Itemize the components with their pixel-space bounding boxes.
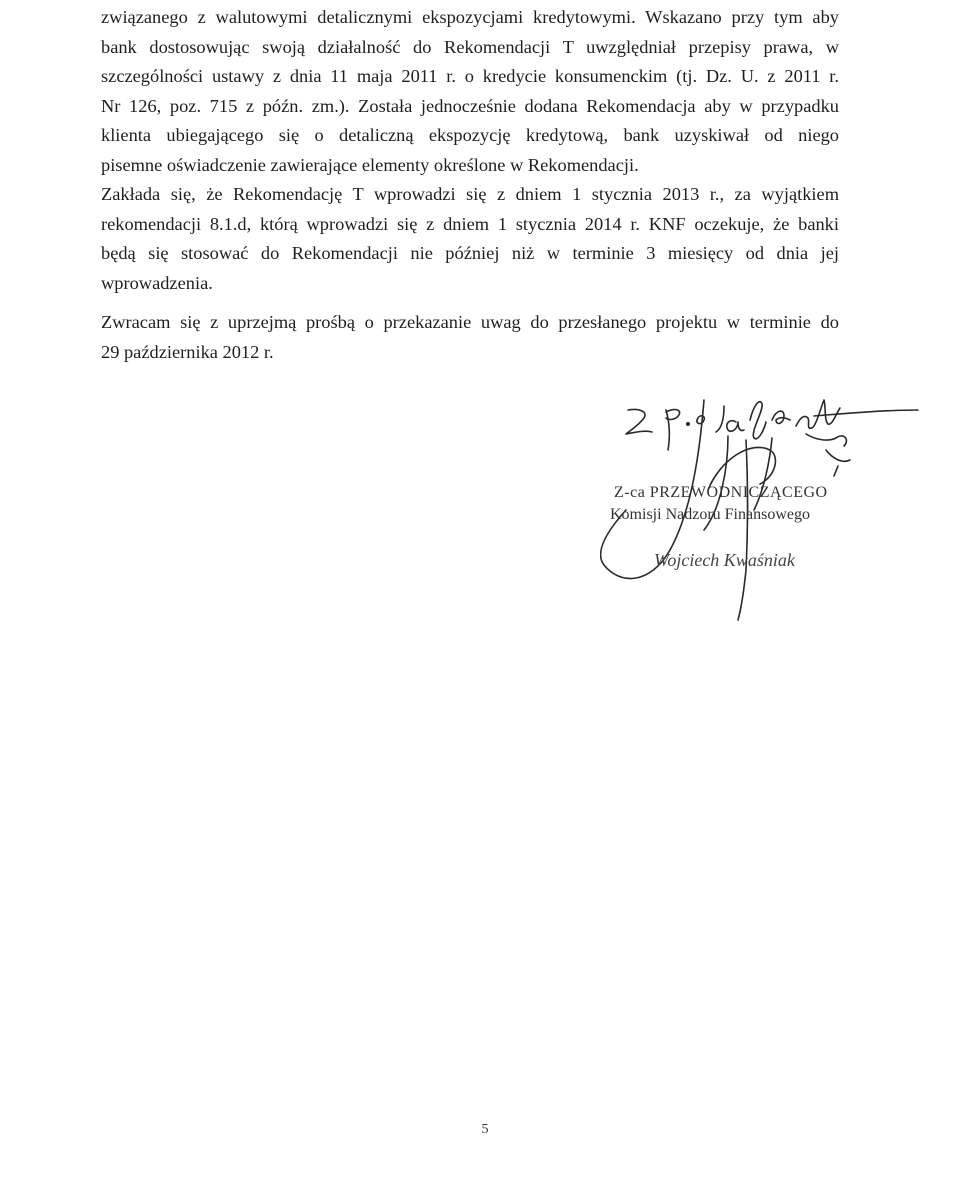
- paragraph-line: klienta ubiegającego się o detaliczną ekspozycję kredytową, bank uzyskiwał od niego: [101, 125, 839, 146]
- paragraph-line: Zwracam się z uprzejmą prośbą o przekazanie uwag do przesłanego projektu w terminie do: [101, 312, 839, 332]
- page-number: 5: [481, 1122, 489, 1137]
- paragraph-line: 29 października 2012 r.: [101, 341, 274, 362]
- paragraph-line: Zakłada się, że Rekomendację T wprowadzi się z dniem 1 stycznia 2013 r., za wyjątkiem: [101, 184, 839, 204]
- stamp-title-line1: Z-ca PRZEWODNICZĄCEGO: [614, 484, 828, 501]
- paragraph-line: pisemne oświadczenie zawierające elementy określone w Rekomendacji.: [101, 154, 639, 175]
- paragraph-line: Nr 126, poz. 715 z późn. zm.). Została jednocześnie dodana Rekomendacja aby w przypadku: [101, 95, 839, 116]
- paragraph-line: rekomendacji 8.1.d, którą wprowadzi się z dniem 1 stycznia 2014 r. KNF oczekuje, że banki: [101, 213, 839, 234]
- paragraph-3: [101, 308, 839, 367]
- paragraph-line: bank dostosowując swoją działalność do Rekomendacji T uwzględniał przepisy prawa, w: [101, 36, 839, 57]
- paragraph-1: [101, 3, 839, 181]
- paragraph-line: wprowadzenia.: [101, 272, 213, 293]
- paragraph-line: będą się stosować do Rekomendacji nie później niż w terminie 3 miesięcy od dnia jej: [101, 243, 839, 264]
- stamp-title-line2: Komisji Nadzoru Finansowego: [610, 506, 810, 523]
- paragraph-line: związanego z walutowymi detalicznymi ekspozycjami kredytowymi. Wskazano przy tym aby: [101, 7, 839, 27]
- paragraph-line: szczególności ustawy z dnia 11 maja 2011 r. o kredycie konsumenckim (tj. Dz. U. z 2011 r.: [101, 66, 839, 87]
- paragraph-2: [101, 180, 839, 298]
- stamp-name: Wojciech Kwaśniak: [654, 550, 795, 570]
- signature-drawing: [600, 380, 920, 630]
